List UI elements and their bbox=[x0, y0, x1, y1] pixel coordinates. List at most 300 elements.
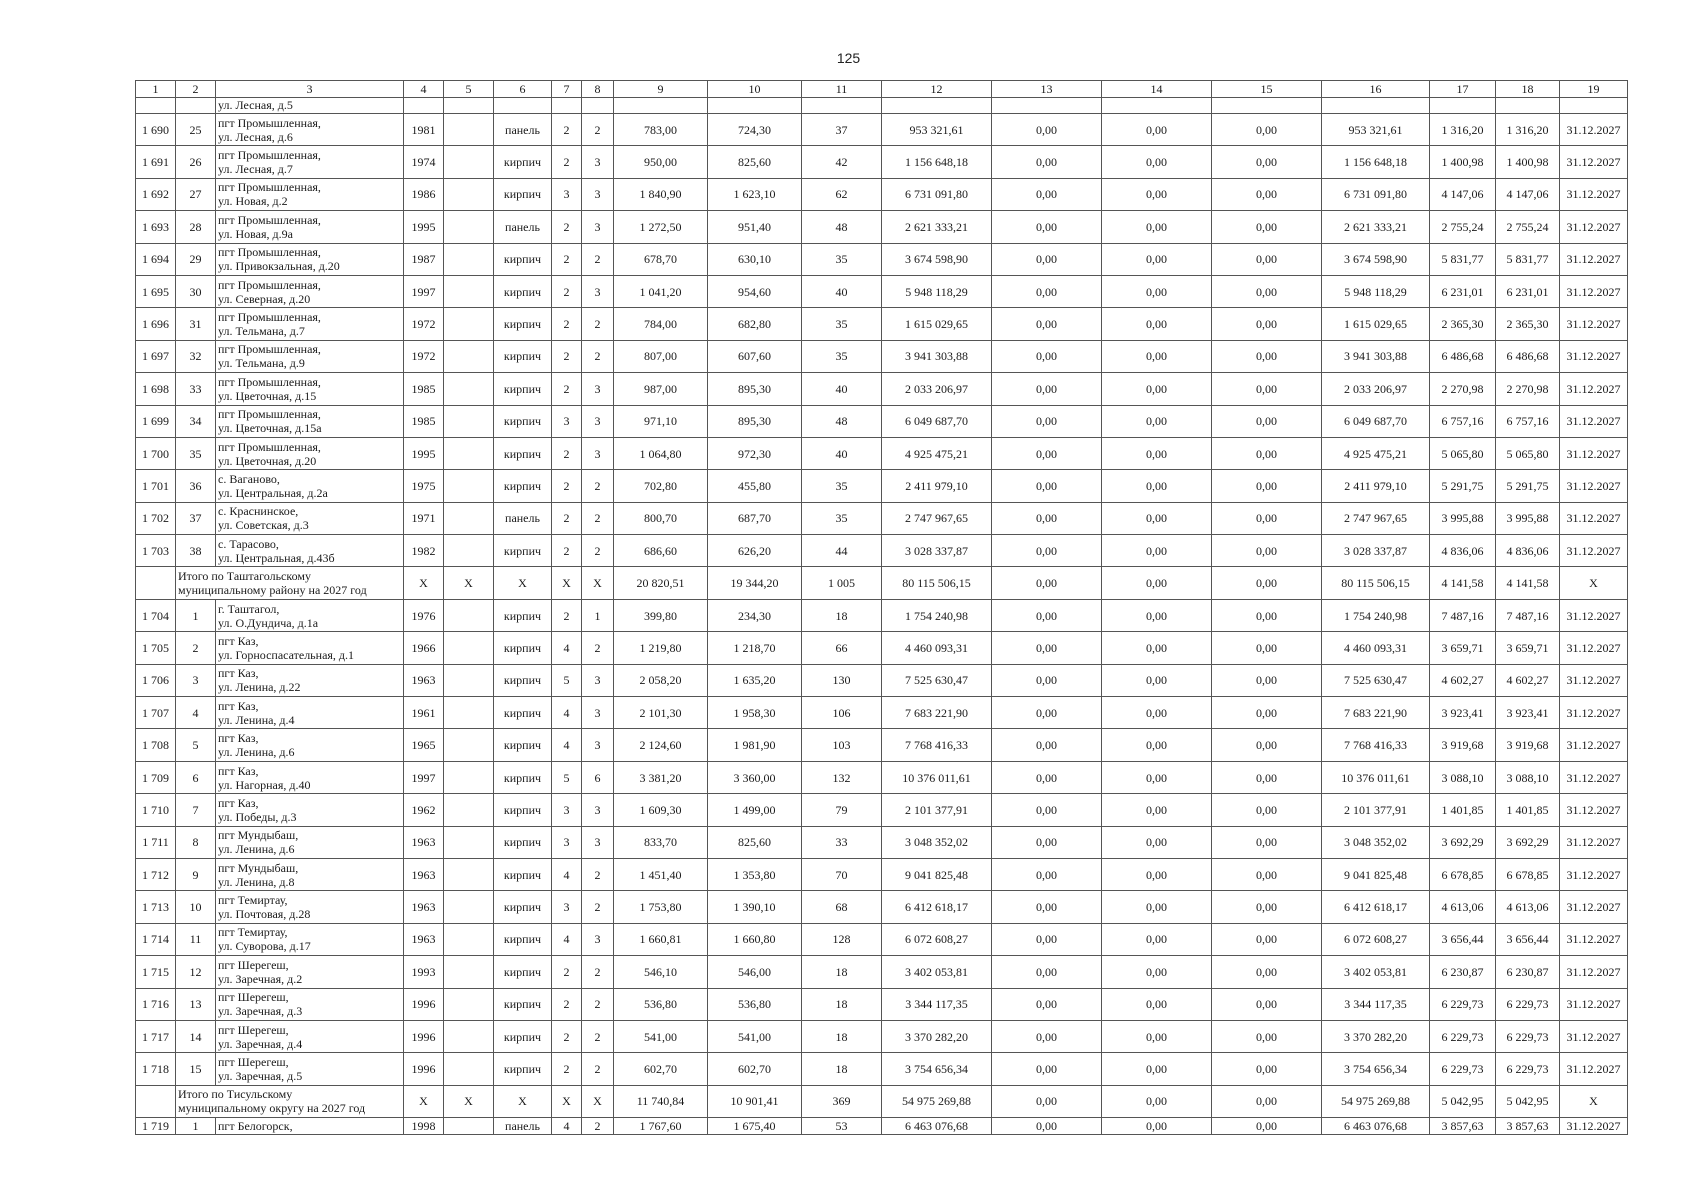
table-row bbox=[136, 405, 1628, 437]
col-13-cell: 0,00 bbox=[992, 891, 1102, 923]
col-9-cell: 1 660,81 bbox=[614, 923, 708, 955]
col-13-cell: 0,00 bbox=[992, 697, 1102, 729]
table-row bbox=[136, 178, 1628, 210]
col-15-cell: 0,00 bbox=[1212, 211, 1322, 243]
col-12-cell: 3 028 337,87 bbox=[882, 535, 992, 567]
col-10-cell: 1 958,30 bbox=[708, 697, 802, 729]
col-12-cell: 3 754 656,34 bbox=[882, 1053, 992, 1085]
col-18-cell: 6 231,01 bbox=[1496, 275, 1560, 307]
row-index: 8 bbox=[176, 826, 216, 858]
col-6-cell: кирпич bbox=[494, 988, 552, 1020]
row-number: 1 711 bbox=[136, 826, 176, 858]
col-8-cell: 3 bbox=[582, 923, 614, 955]
col-6-cell: панель bbox=[494, 211, 552, 243]
col-4-cell: 1974 bbox=[404, 146, 444, 178]
col-18-cell: 2 365,30 bbox=[1496, 308, 1560, 340]
col-14-cell: 0,00 bbox=[1102, 697, 1212, 729]
row-number: 1 702 bbox=[136, 502, 176, 534]
col-4-cell: 1966 bbox=[404, 632, 444, 664]
col-9-cell: 2 101,30 bbox=[614, 697, 708, 729]
table-row bbox=[136, 794, 1628, 826]
col-15-cell: 0,00 bbox=[1212, 956, 1322, 988]
row-number: 1 718 bbox=[136, 1053, 176, 1085]
col-17-cell: 5 042,95 bbox=[1430, 1085, 1496, 1117]
col-9-cell: 2 058,20 bbox=[614, 664, 708, 696]
col-18-cell: 3 088,10 bbox=[1496, 761, 1560, 793]
col-9-cell: 20 820,51 bbox=[614, 567, 708, 599]
col-19-cell: 31.12.2027 bbox=[1560, 243, 1628, 275]
address-cell bbox=[216, 178, 404, 210]
address-cell bbox=[216, 1020, 404, 1052]
col-9-cell: 686,60 bbox=[614, 535, 708, 567]
col-11-cell: 132 bbox=[802, 761, 882, 793]
address-cell bbox=[216, 761, 404, 793]
col-12-cell: 2 101 377,91 bbox=[882, 794, 992, 826]
col-13-cell: 0,00 bbox=[992, 567, 1102, 599]
col-16-cell: 1 156 648,18 bbox=[1322, 146, 1430, 178]
col-10-cell: 630,10 bbox=[708, 243, 802, 275]
col-11-cell: 48 bbox=[802, 405, 882, 437]
col-7-cell: 3 bbox=[552, 178, 582, 210]
col-5-cell bbox=[444, 761, 494, 793]
col-17-cell: 1 316,20 bbox=[1430, 114, 1496, 146]
column-number: 5 bbox=[444, 81, 494, 98]
col-8-cell: X bbox=[582, 567, 614, 599]
col-16-cell: 6 463 076,68 bbox=[1322, 1118, 1430, 1135]
address-line: пгт Промышленная, bbox=[218, 148, 321, 163]
col-11-cell: 18 bbox=[802, 599, 882, 631]
address-cell bbox=[216, 405, 404, 437]
col-13-cell: 0,00 bbox=[992, 956, 1102, 988]
address-line: пгт Промышленная, bbox=[218, 212, 321, 227]
col-5-cell bbox=[444, 405, 494, 437]
col-14-cell: 0,00 bbox=[1102, 243, 1212, 275]
col-4-cell: 1987 bbox=[404, 243, 444, 275]
column-number: 10 bbox=[708, 81, 802, 98]
col-14-cell: 0,00 bbox=[1102, 794, 1212, 826]
col-5-cell bbox=[444, 308, 494, 340]
row-number: 1 696 bbox=[136, 308, 176, 340]
col-4-cell: 1963 bbox=[404, 923, 444, 955]
col-10-cell: 607,60 bbox=[708, 340, 802, 372]
col-13-cell: 0,00 bbox=[992, 632, 1102, 664]
row-number: 1 700 bbox=[136, 437, 176, 469]
col-12-cell: 7 683 221,90 bbox=[882, 697, 992, 729]
col-7-cell: 2 bbox=[552, 956, 582, 988]
col-17-cell: 3 919,68 bbox=[1430, 729, 1496, 761]
col-4-cell: 1998 bbox=[404, 1118, 444, 1135]
column-number: 1 bbox=[136, 81, 176, 98]
table-row bbox=[136, 697, 1628, 729]
col-17-cell: 6 230,87 bbox=[1430, 956, 1496, 988]
col-15-cell: 0,00 bbox=[1212, 437, 1322, 469]
col-19-cell: 31.12.2027 bbox=[1560, 535, 1628, 567]
col-19-cell: 31.12.2027 bbox=[1560, 632, 1628, 664]
col-8-cell: 6 bbox=[582, 761, 614, 793]
col-7-cell: X bbox=[552, 567, 582, 599]
col-19-cell: 31.12.2027 bbox=[1560, 340, 1628, 372]
col-17-cell: 3 656,44 bbox=[1430, 923, 1496, 955]
row-index: 26 bbox=[176, 146, 216, 178]
col-18-cell: 3 659,71 bbox=[1496, 632, 1560, 664]
col-11-cell: 1 005 bbox=[802, 567, 882, 599]
col-5-cell bbox=[444, 729, 494, 761]
col-6-cell: кирпич bbox=[494, 826, 552, 858]
col-17-cell: 3 659,71 bbox=[1430, 632, 1496, 664]
col-8-cell: 2 bbox=[582, 988, 614, 1020]
col-14-cell: 0,00 bbox=[1102, 1085, 1212, 1117]
col-13-cell: 0,00 bbox=[992, 437, 1102, 469]
col-10-cell: 954,60 bbox=[708, 275, 802, 307]
col-18-cell: 3 857,63 bbox=[1496, 1118, 1560, 1135]
col-10-cell: 1 353,80 bbox=[708, 858, 802, 890]
row-number: 1 701 bbox=[136, 470, 176, 502]
address-cell bbox=[216, 697, 404, 729]
address-line: пгт Промышленная, bbox=[218, 310, 321, 325]
address-cell bbox=[216, 1053, 404, 1085]
col-5-cell bbox=[444, 956, 494, 988]
col-4-cell: 1996 bbox=[404, 1053, 444, 1085]
col-11-cell: 106 bbox=[802, 697, 882, 729]
col-13-cell: 0,00 bbox=[992, 146, 1102, 178]
col-4-cell: 1971 bbox=[404, 502, 444, 534]
col-16-cell: 1 615 029,65 bbox=[1322, 308, 1430, 340]
table-row bbox=[136, 470, 1628, 502]
address-cell bbox=[216, 956, 404, 988]
table-row bbox=[136, 502, 1628, 534]
col-8-cell: 2 bbox=[582, 1118, 614, 1135]
col-13-cell: 0,00 bbox=[992, 535, 1102, 567]
subtotal-label-line: муниципальному округу на 2027 год bbox=[178, 1101, 366, 1116]
col-5-cell bbox=[444, 373, 494, 405]
col-15-cell: 0,00 bbox=[1212, 275, 1322, 307]
table-row bbox=[136, 956, 1628, 988]
col-7-cell: 4 bbox=[552, 729, 582, 761]
col-13-cell: 0,00 bbox=[992, 858, 1102, 890]
col-13-cell: 0,00 bbox=[992, 211, 1102, 243]
col-15-cell: 0,00 bbox=[1212, 373, 1322, 405]
address-line: ул. Центральная, д.43б bbox=[218, 550, 335, 565]
address-line: пгт Каз, bbox=[218, 763, 259, 778]
col-9-cell: 702,80 bbox=[614, 470, 708, 502]
address-cell bbox=[216, 535, 404, 567]
col-19-cell: X bbox=[1560, 1085, 1628, 1117]
address-line: пгт Каз, bbox=[218, 731, 259, 746]
col-12-cell: 6 731 091,80 bbox=[882, 178, 992, 210]
col-10-cell: 1 660,80 bbox=[708, 923, 802, 955]
table-row bbox=[136, 146, 1628, 178]
col-16-cell: 6 412 618,17 bbox=[1322, 891, 1430, 923]
column-number: 2 bbox=[176, 81, 216, 98]
col-10-cell: 895,30 bbox=[708, 405, 802, 437]
col-19-cell: X bbox=[1560, 567, 1628, 599]
row-number: 1 692 bbox=[136, 178, 176, 210]
table-cell bbox=[1102, 98, 1212, 114]
table-cell bbox=[404, 98, 444, 114]
row-number: 1 690 bbox=[136, 114, 176, 146]
row-number: 1 708 bbox=[136, 729, 176, 761]
col-10-cell: 10 901,41 bbox=[708, 1085, 802, 1117]
row-index: 15 bbox=[176, 1053, 216, 1085]
capital-repair-table bbox=[135, 80, 1628, 1135]
col-16-cell: 2 621 333,21 bbox=[1322, 211, 1430, 243]
col-8-cell: 3 bbox=[582, 729, 614, 761]
col-15-cell: 0,00 bbox=[1212, 858, 1322, 890]
col-11-cell: 44 bbox=[802, 535, 882, 567]
col-8-cell: 2 bbox=[582, 243, 614, 275]
col-16-cell: 54 975 269,88 bbox=[1322, 1085, 1430, 1117]
col-13-cell: 0,00 bbox=[992, 1118, 1102, 1135]
address-cell bbox=[216, 599, 404, 631]
address-cell bbox=[216, 826, 404, 858]
col-7-cell: 2 bbox=[552, 275, 582, 307]
col-15-cell: 0,00 bbox=[1212, 891, 1322, 923]
address-line: ул. Советская, д.3 bbox=[218, 518, 309, 533]
col-11-cell: 37 bbox=[802, 114, 882, 146]
col-14-cell: 0,00 bbox=[1102, 114, 1212, 146]
col-17-cell: 4 602,27 bbox=[1430, 664, 1496, 696]
col-4-cell: 1962 bbox=[404, 794, 444, 826]
col-16-cell: 4 925 475,21 bbox=[1322, 437, 1430, 469]
col-11-cell: 18 bbox=[802, 956, 882, 988]
address-line: ул. Цветочная, д.15а bbox=[218, 421, 322, 436]
col-8-cell: 2 bbox=[582, 308, 614, 340]
address-line: пгт Шерегеш, bbox=[218, 1055, 289, 1070]
row-number: 1 703 bbox=[136, 535, 176, 567]
col-7-cell: 2 bbox=[552, 308, 582, 340]
row-number: 1 707 bbox=[136, 697, 176, 729]
address-line: ул. Лесная, д.7 bbox=[218, 162, 293, 177]
address-cell bbox=[216, 114, 404, 146]
col-18-cell: 2 755,24 bbox=[1496, 211, 1560, 243]
col-6-cell: кирпич bbox=[494, 923, 552, 955]
col-11-cell: 18 bbox=[802, 1020, 882, 1052]
address-cell bbox=[216, 373, 404, 405]
address-line: ул. Ленина, д.22 bbox=[218, 680, 301, 695]
col-9-cell: 987,00 bbox=[614, 373, 708, 405]
col-4-cell: X bbox=[404, 567, 444, 599]
table-cell bbox=[708, 98, 802, 114]
address-line: ул. Заречная, д.4 bbox=[218, 1036, 303, 1051]
col-8-cell: 3 bbox=[582, 664, 614, 696]
col-11-cell: 70 bbox=[802, 858, 882, 890]
address-line: пгт Шерегеш, bbox=[218, 957, 289, 972]
col-15-cell: 0,00 bbox=[1212, 794, 1322, 826]
col-16-cell: 1 754 240,98 bbox=[1322, 599, 1430, 631]
col-15-cell: 0,00 bbox=[1212, 340, 1322, 372]
row-index: 13 bbox=[176, 988, 216, 1020]
table-cell bbox=[802, 98, 882, 114]
column-number: 9 bbox=[614, 81, 708, 98]
col-12-cell: 2 621 333,21 bbox=[882, 211, 992, 243]
row-index: 3 bbox=[176, 664, 216, 696]
subtotal-label bbox=[176, 567, 404, 599]
address-line: ул. О.Дундича, д.1а bbox=[218, 615, 319, 630]
col-19-cell: 31.12.2027 bbox=[1560, 956, 1628, 988]
col-7-cell: 2 bbox=[552, 1053, 582, 1085]
col-13-cell: 0,00 bbox=[992, 502, 1102, 534]
col-5-cell bbox=[444, 1020, 494, 1052]
row-number: 1 714 bbox=[136, 923, 176, 955]
col-4-cell: 1996 bbox=[404, 1020, 444, 1052]
col-12-cell: 2 411 979,10 bbox=[882, 470, 992, 502]
col-10-cell: 724,30 bbox=[708, 114, 802, 146]
table-row bbox=[136, 535, 1628, 567]
col-4-cell: 1985 bbox=[404, 373, 444, 405]
address-cell: ул. Лесная, д.5 bbox=[216, 98, 404, 114]
column-number: 13 bbox=[992, 81, 1102, 98]
col-14-cell: 0,00 bbox=[1102, 146, 1212, 178]
col-10-cell: 234,30 bbox=[708, 599, 802, 631]
col-14-cell: 0,00 bbox=[1102, 470, 1212, 502]
row-number: 1 713 bbox=[136, 891, 176, 923]
col-5-cell bbox=[444, 437, 494, 469]
address-cell bbox=[216, 308, 404, 340]
col-9-cell: 3 381,20 bbox=[614, 761, 708, 793]
col-8-cell: 3 bbox=[582, 794, 614, 826]
col-14-cell: 0,00 bbox=[1102, 502, 1212, 534]
col-19-cell: 31.12.2027 bbox=[1560, 988, 1628, 1020]
col-8-cell: 2 bbox=[582, 1020, 614, 1052]
col-19-cell: 31.12.2027 bbox=[1560, 1053, 1628, 1085]
col-4-cell: 1981 bbox=[404, 114, 444, 146]
table-row bbox=[136, 988, 1628, 1020]
col-12-cell: 2 033 206,97 bbox=[882, 373, 992, 405]
row-index: 2 bbox=[176, 632, 216, 664]
col-9-cell: 1 041,20 bbox=[614, 275, 708, 307]
col-7-cell: 2 bbox=[552, 340, 582, 372]
table-row bbox=[136, 599, 1628, 631]
col-4-cell: 1997 bbox=[404, 761, 444, 793]
address-line: ул. Суворова, д.17 bbox=[218, 939, 311, 954]
table-row bbox=[136, 437, 1628, 469]
col-19-cell: 31.12.2027 bbox=[1560, 405, 1628, 437]
col-8-cell: 2 bbox=[582, 1053, 614, 1085]
col-19-cell: 31.12.2027 bbox=[1560, 697, 1628, 729]
table-cell bbox=[136, 567, 176, 599]
col-14-cell: 0,00 bbox=[1102, 988, 1212, 1020]
col-14-cell: 0,00 bbox=[1102, 632, 1212, 664]
col-12-cell: 54 975 269,88 bbox=[882, 1085, 992, 1117]
col-16-cell: 5 948 118,29 bbox=[1322, 275, 1430, 307]
col-13-cell: 0,00 bbox=[992, 373, 1102, 405]
col-13-cell: 0,00 bbox=[992, 761, 1102, 793]
col-11-cell: 35 bbox=[802, 340, 882, 372]
col-15-cell: 0,00 bbox=[1212, 729, 1322, 761]
col-15-cell: 0,00 bbox=[1212, 535, 1322, 567]
address-line: с. Краснинское, bbox=[218, 504, 299, 519]
subtotal-label-line: Итого по Тисульскому bbox=[178, 1087, 293, 1102]
col-10-cell: 682,80 bbox=[708, 308, 802, 340]
column-number: 16 bbox=[1322, 81, 1430, 98]
col-7-cell: 4 bbox=[552, 632, 582, 664]
col-13-cell: 0,00 bbox=[992, 826, 1102, 858]
col-11-cell: 130 bbox=[802, 664, 882, 696]
table-cell bbox=[552, 98, 582, 114]
table-cell bbox=[136, 98, 176, 114]
col-5-cell: X bbox=[444, 567, 494, 599]
row-index: 37 bbox=[176, 502, 216, 534]
col-6-cell: X bbox=[494, 1085, 552, 1117]
col-15-cell: 0,00 bbox=[1212, 1053, 1322, 1085]
col-4-cell: 1972 bbox=[404, 308, 444, 340]
col-17-cell: 4 141,58 bbox=[1430, 567, 1496, 599]
col-19-cell: 31.12.2027 bbox=[1560, 470, 1628, 502]
col-4-cell: 1975 bbox=[404, 470, 444, 502]
col-18-cell: 6 486,68 bbox=[1496, 340, 1560, 372]
address-line: пгт Промышленная, bbox=[218, 439, 321, 454]
address-line: ул. Привокзальная, д.20 bbox=[218, 259, 340, 274]
col-11-cell: 62 bbox=[802, 178, 882, 210]
col-19-cell: 31.12.2027 bbox=[1560, 437, 1628, 469]
address-line: ул. Ленина, д.6 bbox=[218, 842, 295, 857]
col-13-cell: 0,00 bbox=[992, 599, 1102, 631]
row-index: 38 bbox=[176, 535, 216, 567]
address-cell bbox=[216, 729, 404, 761]
col-18-cell: 6 230,87 bbox=[1496, 956, 1560, 988]
col-5-cell bbox=[444, 923, 494, 955]
address-line: ул. Цветочная, д.20 bbox=[218, 453, 317, 468]
col-6-cell: кирпич bbox=[494, 697, 552, 729]
table-row bbox=[136, 243, 1628, 275]
address-line: пгт Промышленная, bbox=[218, 342, 321, 357]
address-line: пгт Каз, bbox=[218, 666, 259, 681]
col-13-cell: 0,00 bbox=[992, 114, 1102, 146]
col-8-cell: 3 bbox=[582, 146, 614, 178]
address-line: ул. Почтовая, д.28 bbox=[218, 907, 311, 922]
col-13-cell: 0,00 bbox=[992, 470, 1102, 502]
address-line: пгт Каз, bbox=[218, 795, 259, 810]
col-16-cell: 7 683 221,90 bbox=[1322, 697, 1430, 729]
col-16-cell: 3 370 282,20 bbox=[1322, 1020, 1430, 1052]
col-4-cell: 1995 bbox=[404, 437, 444, 469]
col-4-cell: 1965 bbox=[404, 729, 444, 761]
col-7-cell: 3 bbox=[552, 891, 582, 923]
col-19-cell: 31.12.2027 bbox=[1560, 858, 1628, 890]
address-cell bbox=[216, 437, 404, 469]
row-index: 34 bbox=[176, 405, 216, 437]
row-index: 25 bbox=[176, 114, 216, 146]
address-line: ул. Центральная, д.2а bbox=[218, 485, 328, 500]
table-row bbox=[136, 308, 1628, 340]
row-index: 1 bbox=[176, 1118, 216, 1135]
row-number: 1 719 bbox=[136, 1118, 176, 1135]
col-5-cell bbox=[444, 632, 494, 664]
col-14-cell: 0,00 bbox=[1102, 340, 1212, 372]
col-7-cell: 2 bbox=[552, 437, 582, 469]
col-18-cell: 4 836,06 bbox=[1496, 535, 1560, 567]
row-number: 1 709 bbox=[136, 761, 176, 793]
col-12-cell: 9 041 825,48 bbox=[882, 858, 992, 890]
col-5-cell bbox=[444, 858, 494, 890]
col-7-cell: X bbox=[552, 1085, 582, 1117]
col-8-cell: 3 bbox=[582, 405, 614, 437]
address-cell bbox=[216, 858, 404, 890]
table-row bbox=[136, 891, 1628, 923]
col-10-cell: 541,00 bbox=[708, 1020, 802, 1052]
table-row bbox=[136, 923, 1628, 955]
address-cell bbox=[216, 502, 404, 534]
col-7-cell: 3 bbox=[552, 826, 582, 858]
col-15-cell: 0,00 bbox=[1212, 1085, 1322, 1117]
col-6-cell: X bbox=[494, 567, 552, 599]
address-line: пгт Темиртау, bbox=[218, 893, 288, 908]
table-cell bbox=[444, 98, 494, 114]
table-cell bbox=[176, 98, 216, 114]
col-9-cell: 833,70 bbox=[614, 826, 708, 858]
col-11-cell: 66 bbox=[802, 632, 882, 664]
table-cell bbox=[1496, 98, 1560, 114]
